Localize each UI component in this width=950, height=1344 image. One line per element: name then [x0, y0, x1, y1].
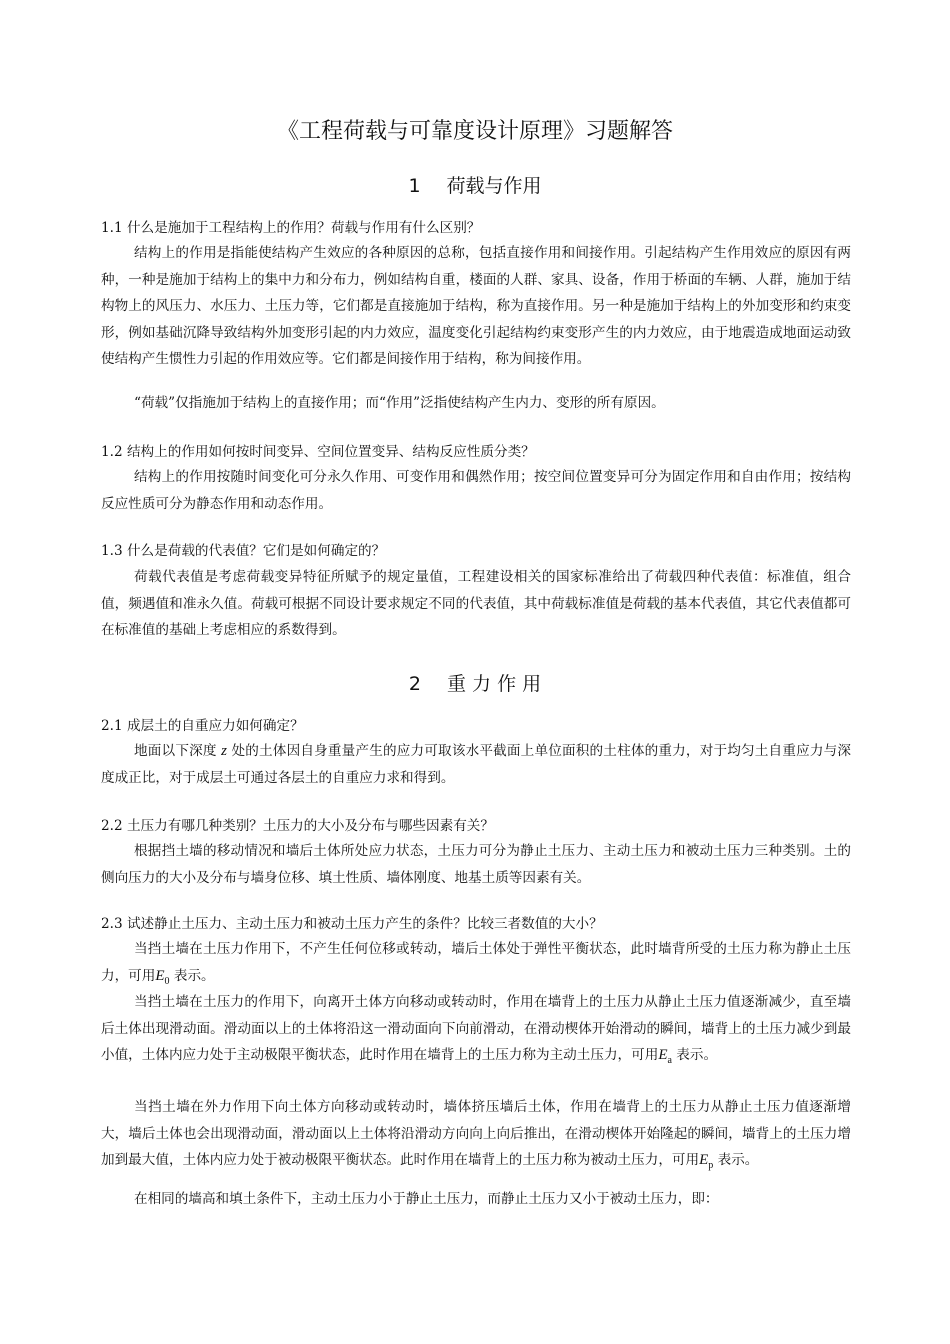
chapter-1-title: 荷载与作用: [446, 175, 542, 197]
text-run: 当挡土墙在外力作用下向土体方向移动或转动时，墙体挤压墙后土体，作用在墙背上的土压力从静止土压力值逐渐增大，墙后土体也会出现滑动面，滑动面以上土体将沿滑动方向向上向后推出，在滑动楔体开始隆起的瞬间，墙背上的土压力增加到最大值，土体内应力处于被动极限平衡状态。此时作用在墙背上的土压力称为被动土压力，可用: [101, 1099, 851, 1168]
answer-2-3-paragraph-1: [101, 936, 851, 995]
math-var: E: [658, 1047, 668, 1063]
question-1-2: 1.2 结构上的作用如何按时间变异、空间位置变异、结构反应性质分类？: [101, 444, 535, 460]
answer-1-1-paragraph-2: “荷载”仅指施加于结构上的直接作用；而“作用”泛指使结构产生内力、变形的所有原因。: [134, 395, 665, 411]
question-1-3: 1.3 什么是荷载的代表值？它们是如何确定的？: [101, 543, 386, 559]
math-var: E: [155, 967, 165, 984]
math-subscript: 0: [164, 975, 170, 987]
answer-1-3-paragraph-1: 荷载代表值是考虑荷载变异特征所赋予的规定量值，工程建设相关的国家标准给出了荷载四种代表值：标准值，组合值，频遇值和准永久值。荷载可根据不同设计要求规定不同的代表值，其中荷载标准值是荷载的基本代表值，其它代表值都可在标准值的基础上考虑相应的系数得到。: [101, 569, 851, 638]
text-run: 表示。: [173, 967, 215, 984]
math-symbol-ep: [699, 1152, 714, 1171]
math-variable-z: z: [221, 743, 227, 759]
chapter-2-heading: [0, 670, 950, 698]
answer-2-3-paragraph-3: [101, 1094, 851, 1180]
chapter-2-number: 2: [408, 673, 421, 695]
math-symbol-e0: [155, 967, 170, 987]
answer-2-2-paragraph-1: 根据挡土墙的移动情况和墙后土体所处应力状态，土压力可分为静止土压力、主动土压力和被动土压力三种类别。土的侧向压力的大小及分布与墙身位移、填土性质、墙体刚度、地基土质等因素有关。: [101, 843, 851, 886]
text-run: 地面以下深度: [134, 743, 217, 759]
math-var: E: [699, 1152, 709, 1168]
answer-1-2-paragraph-1: 结构上的作用按随时间变化可分永久作用、可变作用和偶然作用；按空间位置变异可分为固定作用和自由作用；按结构反应性质可分为静态作用和动态作用。: [101, 469, 851, 512]
answer-2-3-paragraph-4: 在相同的墙高和填土条件下，主动土压力小于静止土压力，而静止土压力又小于被动土压力，即：: [134, 1191, 719, 1207]
text-run: 表示。: [717, 1152, 759, 1168]
answer-1-1-paragraph-1: 结构上的作用是指能使结构产生效应的各种原因的总称，包括直接作用和间接作用。引起结构产生作用效应的原因有两种，一种是施加于结构上的集中力和分布力，例如结构自重，楼面的人群、家具、设备，作用于桥面的车辆、人群，施加于结构物上的风压力、水压力、土压力等，它们都是直接施加于结构，称为直接作用。另一种是施加于结构上的外加变形和约束变形，例如基础沉降导致结构外加变形引起的内力效应，温度变化引起结构约束变形产生的内力效应，由于地震造成地面运动致使结构产生惯性力引起的作用效应等。它们都是间接作用于结构，称为间接作用。: [101, 245, 851, 367]
text-run: 表示。: [676, 1047, 718, 1063]
question-2-3: 2.3 试述静止土压力、主动土压力和被动土压力产生的条件？比较三者数值的大小？: [101, 916, 603, 932]
question-1-1: 1.1 什么是施加于工程结构上的作用？荷载与作用有什么区别？: [101, 220, 481, 236]
text-run: 处的土体因自身重量产生的应力可取该水平截面上单位面积的土柱体的重力，对于均匀土自重应力与深度成正比，对于成层土可通过各层土的自重应力求和得到。: [101, 743, 852, 786]
document-title: 《工程荷载与可靠度设计原理》习题解答: [276, 119, 673, 144]
math-subscript: a: [667, 1055, 672, 1066]
chapter-1-heading: [0, 172, 950, 200]
text-run: 当挡土墙在土压力作用下，不产生任何位移或转动，墙后土体处于弹性平衡状态，此时墙背所受的土压力称为静止土压力，可用: [101, 941, 851, 984]
question-2-1: 2.1 成层土的自重应力如何确定？: [101, 718, 304, 734]
question-2-2: 2.2 土压力有哪几种类别？土压力的大小及分布与哪些因素有关？: [101, 818, 494, 834]
text-run: 当挡土墙在土压力的作用下，向离开土体方向移动或转动时，作用在墙背上的土压力从静止土压力值逐渐减少，直至墙后土体出现滑动面。滑动面以上的土体将沿这一滑动面向下向前滑动，在滑动楔体开始滑动的瞬间，墙背上的土压力减少到最小值，土体内应力处于主动极限平衡状态，此时作用在墙背上的土压力称为主动土压力，可用: [101, 994, 851, 1063]
math-symbol-ea: [658, 1047, 672, 1066]
answer-2-1-paragraph-1: [101, 738, 851, 791]
answer-2-3-paragraph-2: [101, 989, 851, 1075]
chapter-1-number: 1: [408, 175, 421, 197]
chapter-2-title: 重 力 作 用: [446, 673, 542, 695]
math-subscript: p: [708, 1160, 714, 1171]
